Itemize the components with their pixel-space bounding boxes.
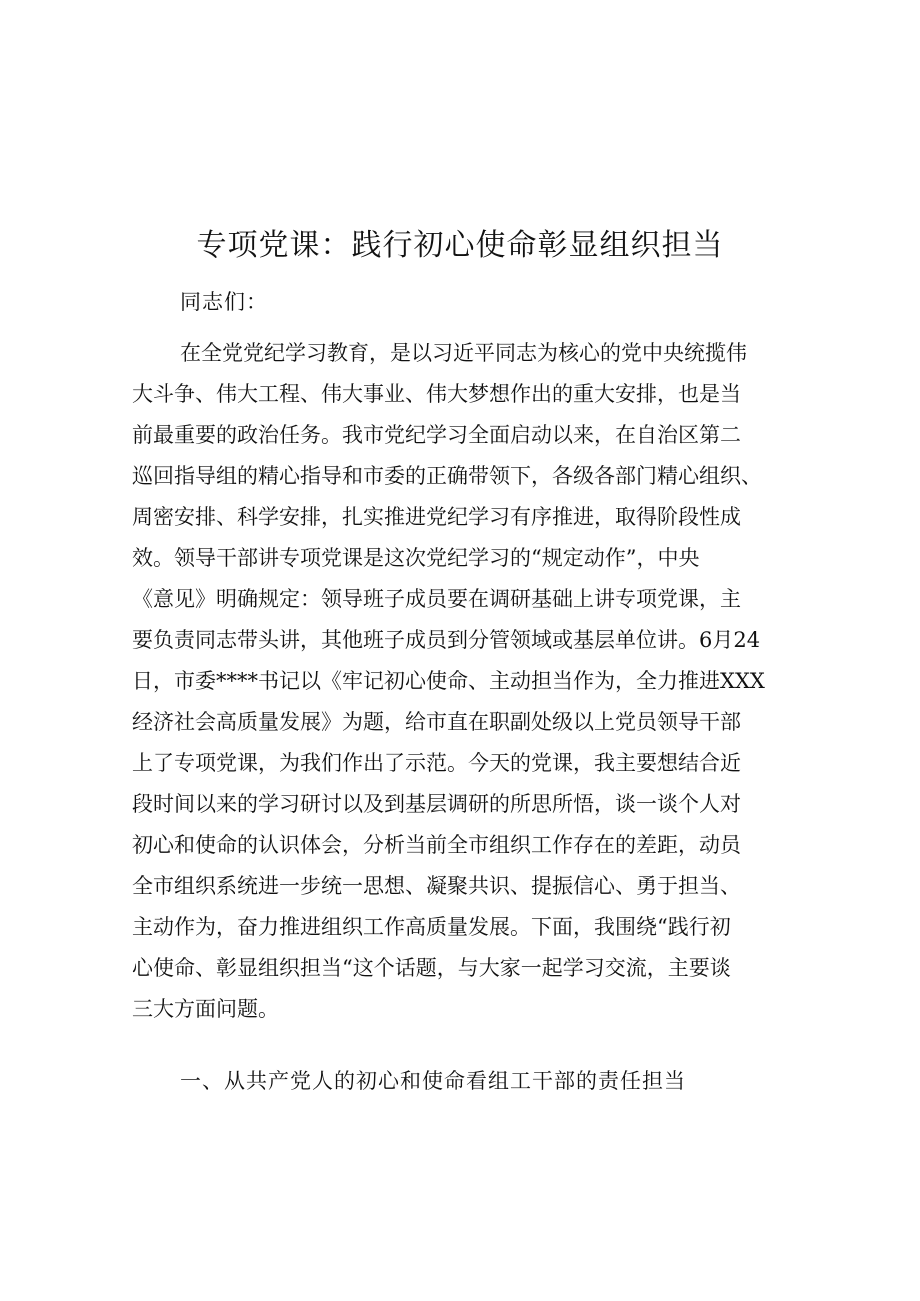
- paragraph-line: 巡回指导组的精心指导和市委的正确带领下，各级各部门精心组织、: [132, 464, 762, 488]
- paragraph-line: 初心和使命的认识体会，分析当前全市组织工作存在的差距，动员: [132, 833, 741, 857]
- salutation: 同志们：: [180, 290, 268, 314]
- paragraph-line: 《意见》明确规定：领导班子成员要在调研基础上讲专项党课，主: [132, 587, 741, 611]
- paragraph-line: 上了专项党课，为我们作出了示范。今天的党课，我主要想结合近: [132, 751, 741, 775]
- paragraph-line: 大斗争、伟大工程、伟大事业、伟大梦想作出的重大安排，也是当: [132, 382, 741, 406]
- paragraph-line: 日，市委****书记以《牢记初心使命、主动担当作为，全力推进XXX: [132, 669, 765, 693]
- paragraph-line: 在全党党纪学习教育，是以习近平同志为核心的党中央统揽伟: [180, 341, 747, 365]
- paragraph-line: 主动作为，奋力推进组织工作高质量发展。下面，我围绕“践行初: [132, 915, 731, 939]
- paragraph-line: 效。领导干部讲专项党课是这次党纪学习的“规定动作”，中央: [132, 546, 700, 570]
- body-paragraph: [132, 333, 822, 1030]
- paragraph-line: 三大方面问题。: [132, 997, 279, 1021]
- paragraph-line: 心使命、彰显组织担当“这个话题，与大家一起学习交流，主要谈: [132, 956, 731, 980]
- section-heading: 一、从共产党人的初心和使命看组工干部的责任担当: [180, 1069, 686, 1093]
- paragraph-line: 段时间以来的学习研讨以及到基层调研的所思所悟，谈一谈个人对: [132, 792, 741, 816]
- paragraph-line: 全市组织系统进一步统一思想、凝聚共识、提振信心、勇于担当、: [132, 874, 741, 898]
- paragraph-line: 经济社会高质量发展》为题，给市直在职副处级以上党员领导干部: [132, 710, 741, 734]
- document-title: 专项党课：践行初心使命彰显组织担当: [196, 228, 724, 263]
- paragraph-line: 周密安排、科学安排，扎实推进党纪学习有序推进，取得阶段性成: [132, 505, 741, 529]
- paragraph-line: 前最重要的政治任务。我市党纪学习全面启动以来，在自治区第二: [132, 423, 741, 447]
- paragraph-line: 要负责同志带头讲，其他班子成员到分管领域或基层单位讲。6月24: [132, 628, 761, 652]
